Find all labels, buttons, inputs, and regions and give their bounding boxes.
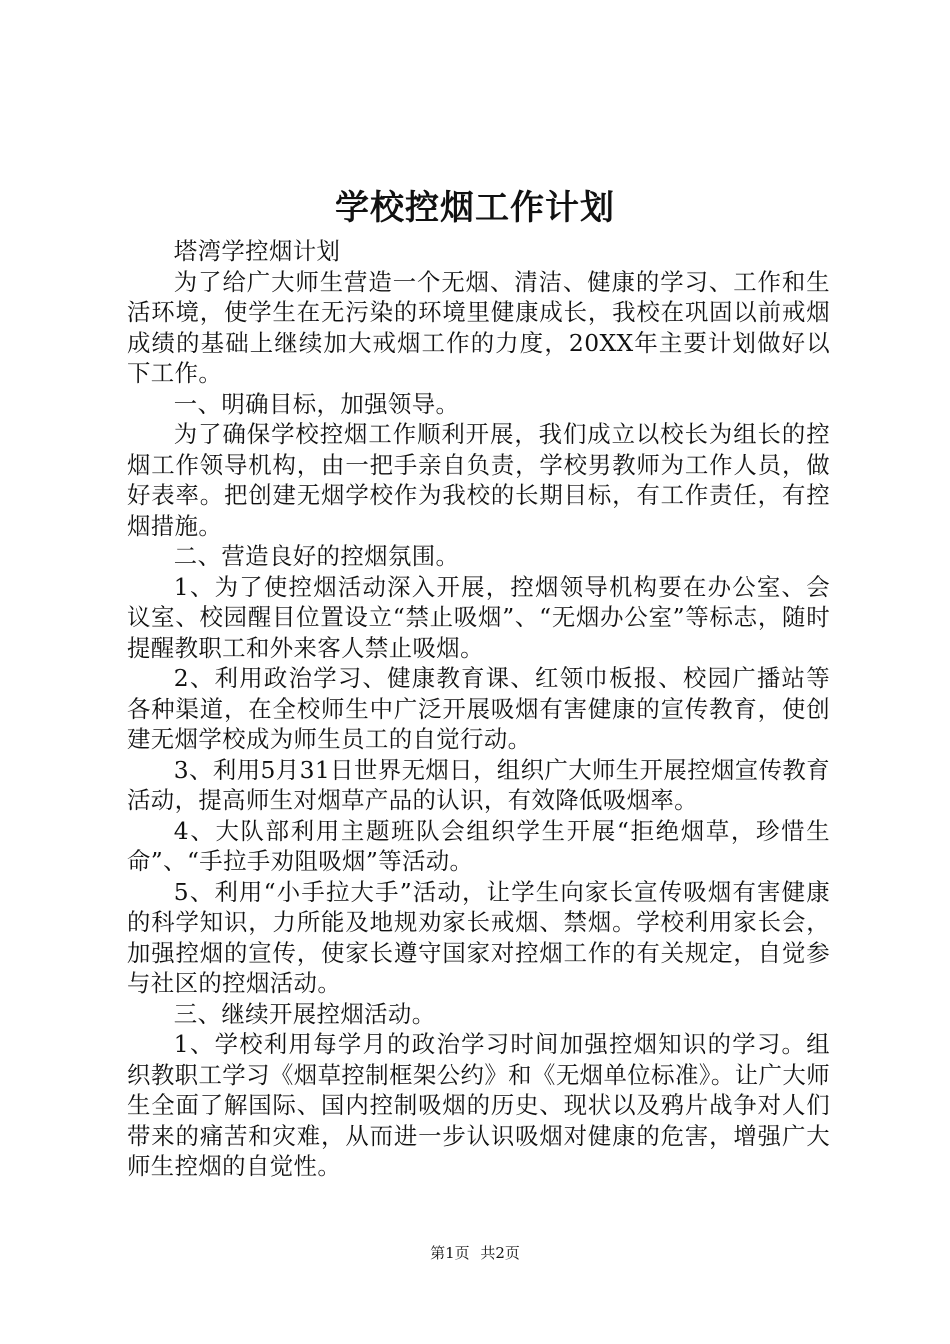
paragraph: 1、学校利用每学月的政治学习时间加强控烟知识的学习。组织教职工学习《烟草控制框架公约》和《无烟单位标准》。让广大师生全面了解国际、国内控制吸烟的历史、现状以及鸦片战争对人们带来的痛苦和灾难，从而进一步认识吸烟对健康的危害，增强广大师生控烟的自觉性。 xyxy=(127,1030,830,1180)
paragraph: 1、为了使控烟活动深入开展，控烟领导机构要在办公室、会议室、校园醒目位置设立“禁止吸烟”、“无烟办公室”等标志，随时提醒教职工和外来客人禁止吸烟。 xyxy=(127,572,830,662)
paragraph: 2、利用政治学习、健康教育课、红领巾板报、校园广播站等各种渠道，在全校师生中广泛开展吸烟有害健康的宣传教育，使创建无烟学校成为师生员工的自觉行动。 xyxy=(127,664,830,753)
paragraph: 5、利用“小手拉大手”活动，让学生向家长宣传吸烟有害健康的科学知识，力所能及地规劝家长戒烟、禁烟。学校利用家长会，加强控烟的宣传，使家长遵守国家对控烟工作的有关规定，自觉参与社区的控烟活动。 xyxy=(127,877,830,997)
page-number: 第1页 xyxy=(430,1244,470,1262)
paragraph: 3、利用5月31日世界无烟日，组织广大师生开展控烟宣传教育活动，提高师生对烟草产品的认识，有效降低吸烟率。 xyxy=(127,755,830,814)
page-footer xyxy=(0,1243,950,1263)
section-heading-2: 二、营造良好的控烟氛围。 xyxy=(173,542,460,570)
document-body xyxy=(127,236,830,1182)
paragraph: 为了确保学校控烟工作顺利开展，我们成立以校长为组长的控烟工作领导机构，由一把手亲自负责，学校男教师为工作人员，做好表率。把创建无烟学校作为我校的长期目标，有工作责任，有控烟措施。 xyxy=(127,420,830,540)
section-heading-3: 三、继续开展控烟活动。 xyxy=(173,999,436,1028)
paragraph-intro: 为了给广大师生营造一个无烟、清洁、健康的学习、工作和生活环境，使学生在无污染的环境里健康成长，我校在巩固以前戒烟成绩的基础上继续加大戒烟工作的力度，20XX年主要计划做好以下工作。 xyxy=(127,267,830,387)
document-title: 学校控烟工作计划 xyxy=(335,188,615,228)
section-heading-1: 一、明确目标，加强领导。 xyxy=(173,389,460,418)
page-total: 共2页 xyxy=(480,1244,520,1262)
paragraph: 4、大队部利用主题班队会组织学生开展“拒绝烟草，珍惜生命”、“手拉手劝阻吸烟”等活动。 xyxy=(127,816,830,875)
paragraph-subtitle: 塔湾学控烟计划 xyxy=(173,237,341,265)
